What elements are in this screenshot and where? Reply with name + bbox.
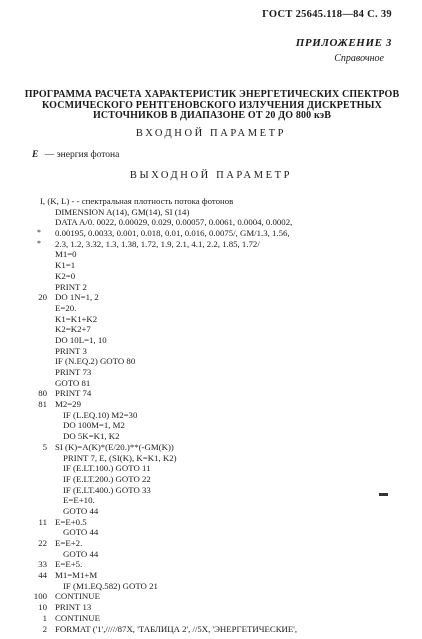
code-text: 2.3, 1.2, 3.32, 1.3, 1.38, 1.72, 1.9, 2.1, 4.1, 2.2, 1.85, 1.72/ xyxy=(55,238,260,249)
code-text: M1=M1+M xyxy=(55,570,98,581)
line-label: 5 xyxy=(42,441,47,452)
code-line xyxy=(0,581,422,592)
code-line xyxy=(0,346,422,357)
appendix-label: ПРИЛОЖЕНИЕ 3 xyxy=(295,37,392,49)
title-line: ИСТОЧНИКОВ В ДИАПАЗОНЕ ОТ 20 ДО 800 кэВ xyxy=(92,110,332,121)
code-text: DATA A/0. 0022, 0.00029, 0.029, 0.00057, 0.0061, 0.0004, 0.0002, xyxy=(55,217,293,228)
code-line xyxy=(0,292,422,303)
code-line xyxy=(0,207,422,218)
code-text: PRINT 74 xyxy=(55,388,92,399)
code-line xyxy=(0,624,422,635)
code-line xyxy=(0,613,422,624)
code-line xyxy=(0,196,422,207)
code-line xyxy=(0,335,422,346)
code-text: GOTO 81 xyxy=(55,377,91,388)
line-label: 1 xyxy=(42,612,47,623)
code-line xyxy=(0,399,422,410)
input-param xyxy=(32,150,119,160)
code-line xyxy=(0,420,422,431)
program-listing xyxy=(0,196,422,634)
line-label: 10 xyxy=(38,602,47,613)
code-line xyxy=(0,485,422,496)
appendix-note: Справочное xyxy=(334,53,384,64)
output-heading: ВЫХОДНОЙ ПАРАМЕТР xyxy=(129,170,293,181)
code-line xyxy=(0,239,422,250)
code-line xyxy=(0,463,422,474)
code-text: DO 100M=1, M2 xyxy=(63,420,125,431)
standard-header: ГОСТ 25645.118—84 С. 39 xyxy=(262,9,392,20)
code-line xyxy=(0,228,422,239)
code-text: M2=29 xyxy=(55,399,81,410)
code-text: E=20. xyxy=(55,302,77,313)
code-text: PRINT 73 xyxy=(55,367,92,377)
line-label: 22 xyxy=(38,538,47,548)
line-label: 81 xyxy=(38,399,47,410)
code-line xyxy=(0,527,422,538)
line-label: 80 xyxy=(38,388,47,399)
code-text: IF (L.EQ.10) M2=30 xyxy=(63,409,138,420)
continuation-mark: * xyxy=(37,228,41,238)
code-text: CONTINUE xyxy=(55,591,100,602)
code-text: IF (E.LT.200.) GOTO 22 xyxy=(63,473,151,484)
code-text: K2=0 xyxy=(55,270,76,281)
code-line xyxy=(0,591,422,602)
code-line xyxy=(0,388,422,399)
code-text: DO 5K=K1, K2 xyxy=(63,431,120,442)
code-text: GOTO 44 xyxy=(63,505,99,516)
code-text: I, (K, L) - - спектральная плотность потока фотонов xyxy=(40,196,234,206)
code-text: E=E+10. xyxy=(63,495,95,506)
code-text: FORMAT ('1',/////87X, 'ТАБЛИЦА 2', //5X, 'ЭНЕРГЕТИЧЕСКИЕ', xyxy=(55,623,298,634)
continuation-mark: * xyxy=(37,238,41,248)
code-line xyxy=(0,517,422,528)
line-label: 11 xyxy=(38,516,47,527)
code-line xyxy=(0,474,422,485)
code-text: M1=0 xyxy=(55,249,77,260)
code-line xyxy=(0,495,422,506)
code-line xyxy=(0,378,422,389)
title-line: ПРОГРАММА РАСЧЕТА ХАРАКТЕРИСТИК ЭНЕРГЕТИЧЕСКИХ СПЕКТРОВ xyxy=(24,89,400,100)
code-text: IF (M1.EQ.582) GOTO 21 xyxy=(63,580,158,591)
code-line xyxy=(0,260,422,271)
code-line xyxy=(0,602,422,613)
code-line xyxy=(0,570,422,581)
code-line xyxy=(0,314,422,325)
code-line xyxy=(0,538,422,549)
code-text: DO 1N=1, 2 xyxy=(55,292,99,303)
code-text: 0.00195, 0.0033, 0.001, 0.018, 0.01, 0.016, 0.0075/, GM/1.3, 1.56, xyxy=(55,228,290,239)
code-text: E=E+2. xyxy=(55,538,83,548)
code-text: PRINT 3 xyxy=(55,345,87,356)
code-text: PRINT 7, E, (SI(K), K=K1, K2) xyxy=(63,452,177,463)
code-line xyxy=(0,356,422,367)
code-text: IF (N.EQ.2) GOTO 80 xyxy=(55,356,136,367)
code-text: IF (E.LT.400.) GOTO 33 xyxy=(63,484,151,495)
code-line xyxy=(0,410,422,421)
code-line xyxy=(0,453,422,464)
line-label: 2 xyxy=(42,623,47,634)
code-line xyxy=(0,559,422,570)
code-text: GOTO 44 xyxy=(63,548,99,559)
code-text: K1=1 xyxy=(55,260,76,271)
line-label: 100 xyxy=(33,591,47,602)
code-text: K1=K1+K2 xyxy=(55,313,98,324)
code-text: E=E+5. xyxy=(55,559,83,570)
code-line xyxy=(0,249,422,260)
code-text: PRINT 13 xyxy=(55,602,92,613)
input-heading: ВХОДНОЙ ПАРАМЕТР xyxy=(135,128,287,139)
code-line xyxy=(0,549,422,560)
code-text: K2=K2+7 xyxy=(55,324,91,335)
program-title xyxy=(18,90,406,122)
code-line xyxy=(0,367,422,378)
param-symbol: E xyxy=(32,150,39,160)
code-text: SI (K)=A(K)*(E/20.)**(-GM(K)) xyxy=(55,441,174,452)
code-line xyxy=(0,506,422,517)
code-text: PRINT 2 xyxy=(55,281,87,292)
code-text: GOTO 44 xyxy=(63,527,99,538)
code-text: E=E+0.5 xyxy=(55,516,87,527)
code-text: DO 10L=1, 10 xyxy=(55,334,107,345)
param-description: — энергия фотона xyxy=(44,150,120,160)
line-label: 20 xyxy=(38,292,47,303)
code-text: CONTINUE xyxy=(55,612,100,623)
code-text: DIMENSION A(14), GM(14), SI (14) xyxy=(55,206,190,217)
code-line xyxy=(0,217,422,228)
code-line xyxy=(0,303,422,314)
title-line: КОСМИЧЕСКОГО РЕНТГЕНОВСКОГО ИЗЛУЧЕНИЯ ДИСКРЕТНЫХ xyxy=(42,99,382,111)
code-line xyxy=(0,431,422,442)
code-line xyxy=(0,442,422,453)
margin-mark xyxy=(379,493,388,496)
code-text: IF (E.LT.100.) GOTO 11 xyxy=(63,463,151,474)
line-label: 33 xyxy=(38,559,47,570)
code-line xyxy=(0,282,422,293)
line-label: 44 xyxy=(38,570,47,581)
code-line xyxy=(0,324,422,335)
code-line xyxy=(0,271,422,282)
